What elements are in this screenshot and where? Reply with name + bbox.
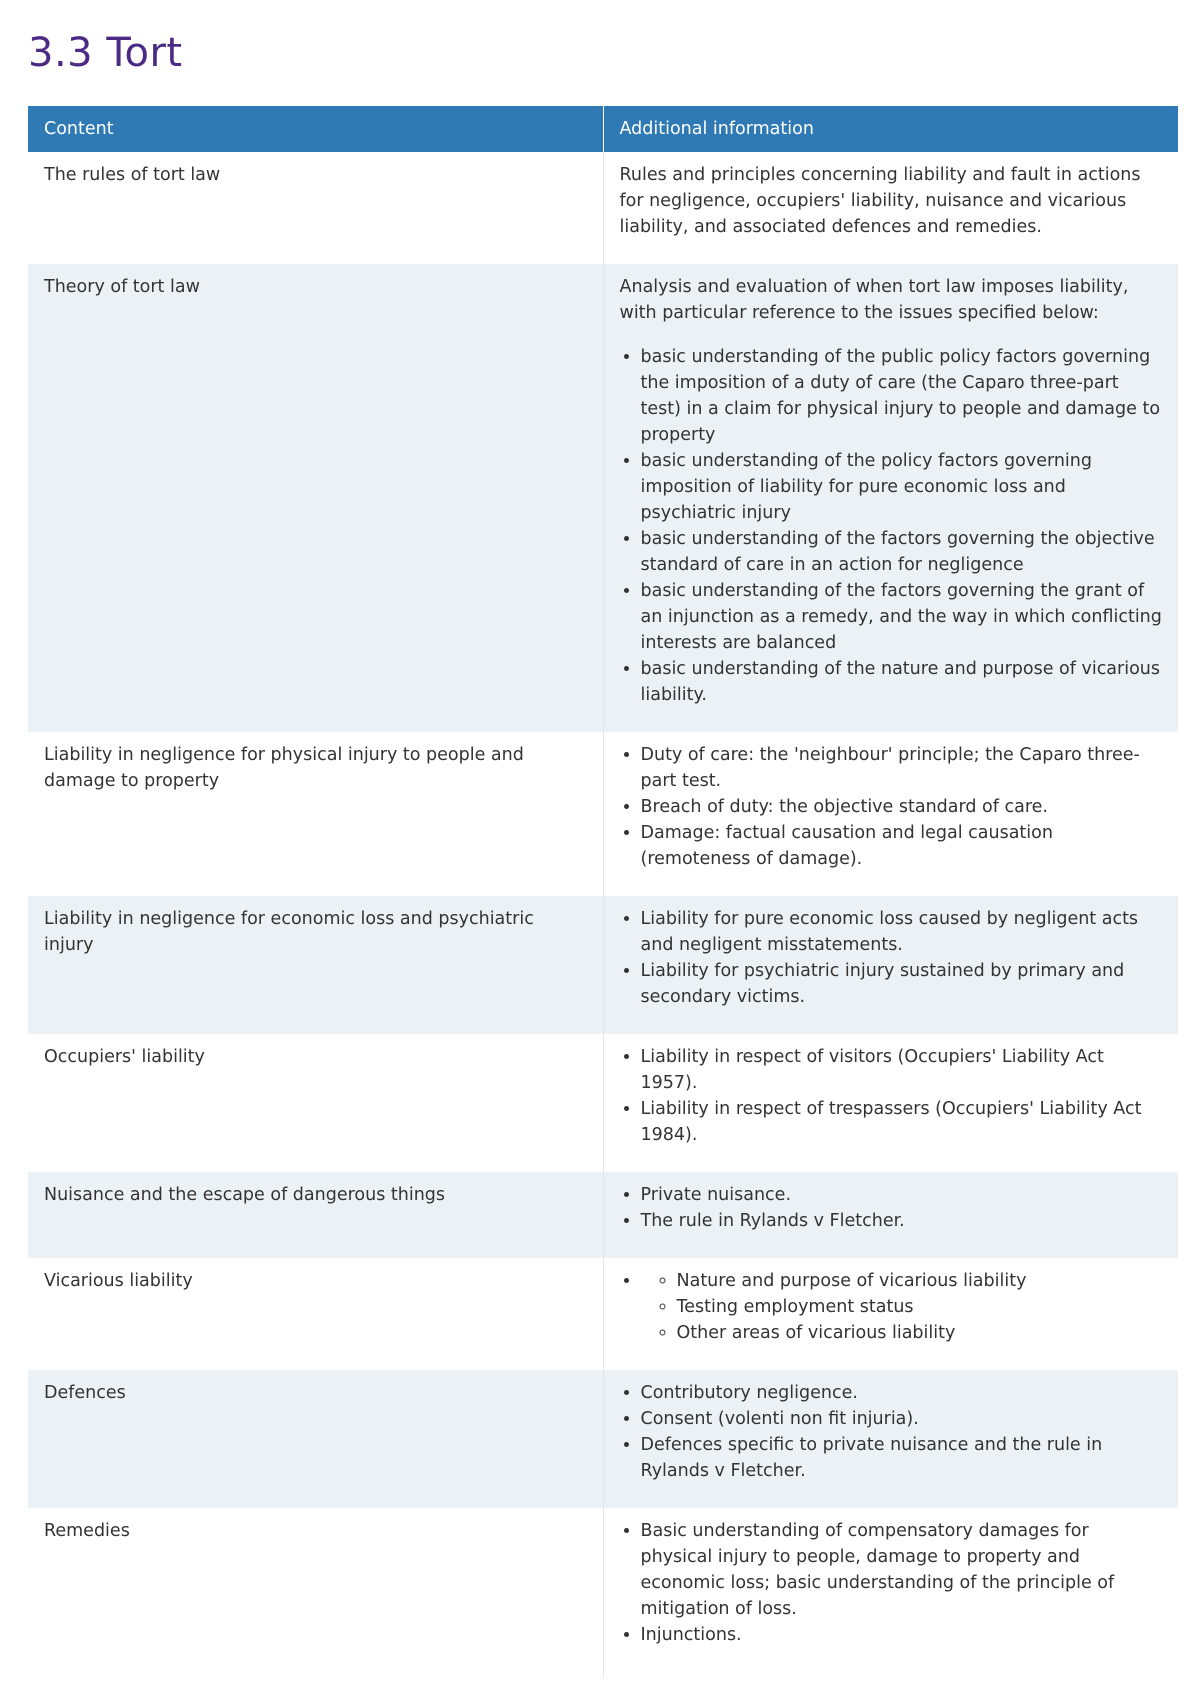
bullet-list [620,1182,1163,1234]
list-item: • Liability in respect of trespassers (Occupiers' Liability Act 1984). [641,1096,1163,1148]
additional-information-cell [603,1172,1178,1258]
page-title: 3.3 Tort [28,30,183,76]
description-text: Analysis and evaluation of when tort law imposes liability, with particular reference to the issues specified below: [619,277,1129,323]
content-cell: Vicarious liability [28,1258,603,1370]
list-item: • Liability for pure economic loss caused by negligent acts and negligent misstatements. [641,906,1163,958]
bullet-list [620,344,1163,708]
nested-list-item: ◦ • Nature and purpose of vicarious liability [677,1268,1163,1294]
list-item: • Damage: factual causation and legal causation (remoteness of damage). [641,820,1163,872]
nested-bullet-list [641,1268,1163,1346]
description-text: Rules and principles concerning liability and fault in actions for negligence, occupiers' liability, nuisance and vicarious liability, and associated defences and remedies. [619,165,1141,237]
list-item: • basic understanding of the factors governing the objective standard of care in an action for negligence [641,526,1163,578]
content-cell: Liability in negligence for economic loss and psychiatric injury [28,896,603,1034]
specification-table [28,106,1178,1678]
additional-information-cell [603,1258,1178,1370]
additional-information-cell [603,264,1178,732]
content-cell: Liability in negligence for physical injury to people and damage to property [28,732,603,896]
list-item: • The rule in Rylands v Fletcher. [641,1208,1163,1234]
table-row [28,1258,1178,1370]
column-header-additional-information: Additional information [603,106,1178,152]
bullet-list [620,742,1163,872]
table-row [28,152,1178,264]
list-item: • Liability in respect of visitors (Occupiers' Liability Act 1957). [641,1044,1163,1096]
bullet-list [620,1268,1163,1346]
bullet-list [620,1044,1163,1148]
content-cell: Occupiers' liability [28,1034,603,1172]
content-cell: Theory of tort law [28,264,603,732]
additional-information-cell [603,1034,1178,1172]
bullet-list [620,1518,1163,1648]
nested-list-item: ◦ Testing employment status [677,1294,1163,1320]
list-item: • Duty of care: the 'neighbour' principle; the Caparo three-part test. [641,742,1163,794]
list-item: • basic understanding of the nature and purpose of vicarious liability. [641,656,1163,708]
content-cell: Defences [28,1370,603,1508]
list-item: • basic understanding of the policy factors governing imposition of liability for pure economic loss and psychiatric injury [641,448,1163,526]
bullet-list [620,906,1163,1010]
list-item: • Private nuisance. [641,1182,1163,1208]
content-cell: Nuisance and the escape of dangerous things [28,1172,603,1258]
table-row [28,1172,1178,1258]
list-item: • basic understanding of the public policy factors governing the imposition of a duty of care (the Caparo three-part test) in a claim for physical injury to people and damage to property [641,344,1163,448]
table-row [28,1508,1178,1678]
table-row [28,1370,1178,1508]
table-row [28,264,1178,732]
table-row [28,896,1178,1034]
nested-list-item: ◦ Other areas of vicarious liability [677,1320,1163,1346]
column-header-content: Content [28,106,603,152]
additional-information-cell [603,896,1178,1034]
list-item: • Liability for psychiatric injury sustained by primary and secondary victims. [641,958,1163,1010]
bullet-list [620,1380,1163,1484]
additional-information-cell [603,1370,1178,1508]
additional-information-cell [603,152,1178,264]
list-item: • Contributory negligence. [641,1380,1163,1406]
list-item: • Breach of duty: the objective standard of care. [641,794,1163,820]
table-row [28,1034,1178,1172]
additional-information-cell [603,732,1178,896]
list-item: • Injunctions. [641,1622,1163,1648]
table-row [28,732,1178,896]
table-header-row [28,106,1178,152]
content-cell: The rules of tort law [28,152,603,264]
list-item: • basic understanding of the factors governing the grant of an injunction as a remedy, and the way in which conflicting interests are balanced [641,578,1163,656]
additional-information-cell [603,1508,1178,1678]
table-body [28,152,1178,1678]
list-item: • Defences specific to private nuisance and the rule in Rylands v Fletcher. [641,1432,1163,1484]
list-item: • Consent (volenti non fit injuria). [641,1406,1163,1432]
list-item [641,1268,1163,1346]
content-cell: Remedies [28,1508,603,1678]
list-item: • Basic understanding of compensatory damages for physical injury to people, damage to property and economic loss; basic understanding of the principle of mitigation of loss. [641,1518,1163,1622]
